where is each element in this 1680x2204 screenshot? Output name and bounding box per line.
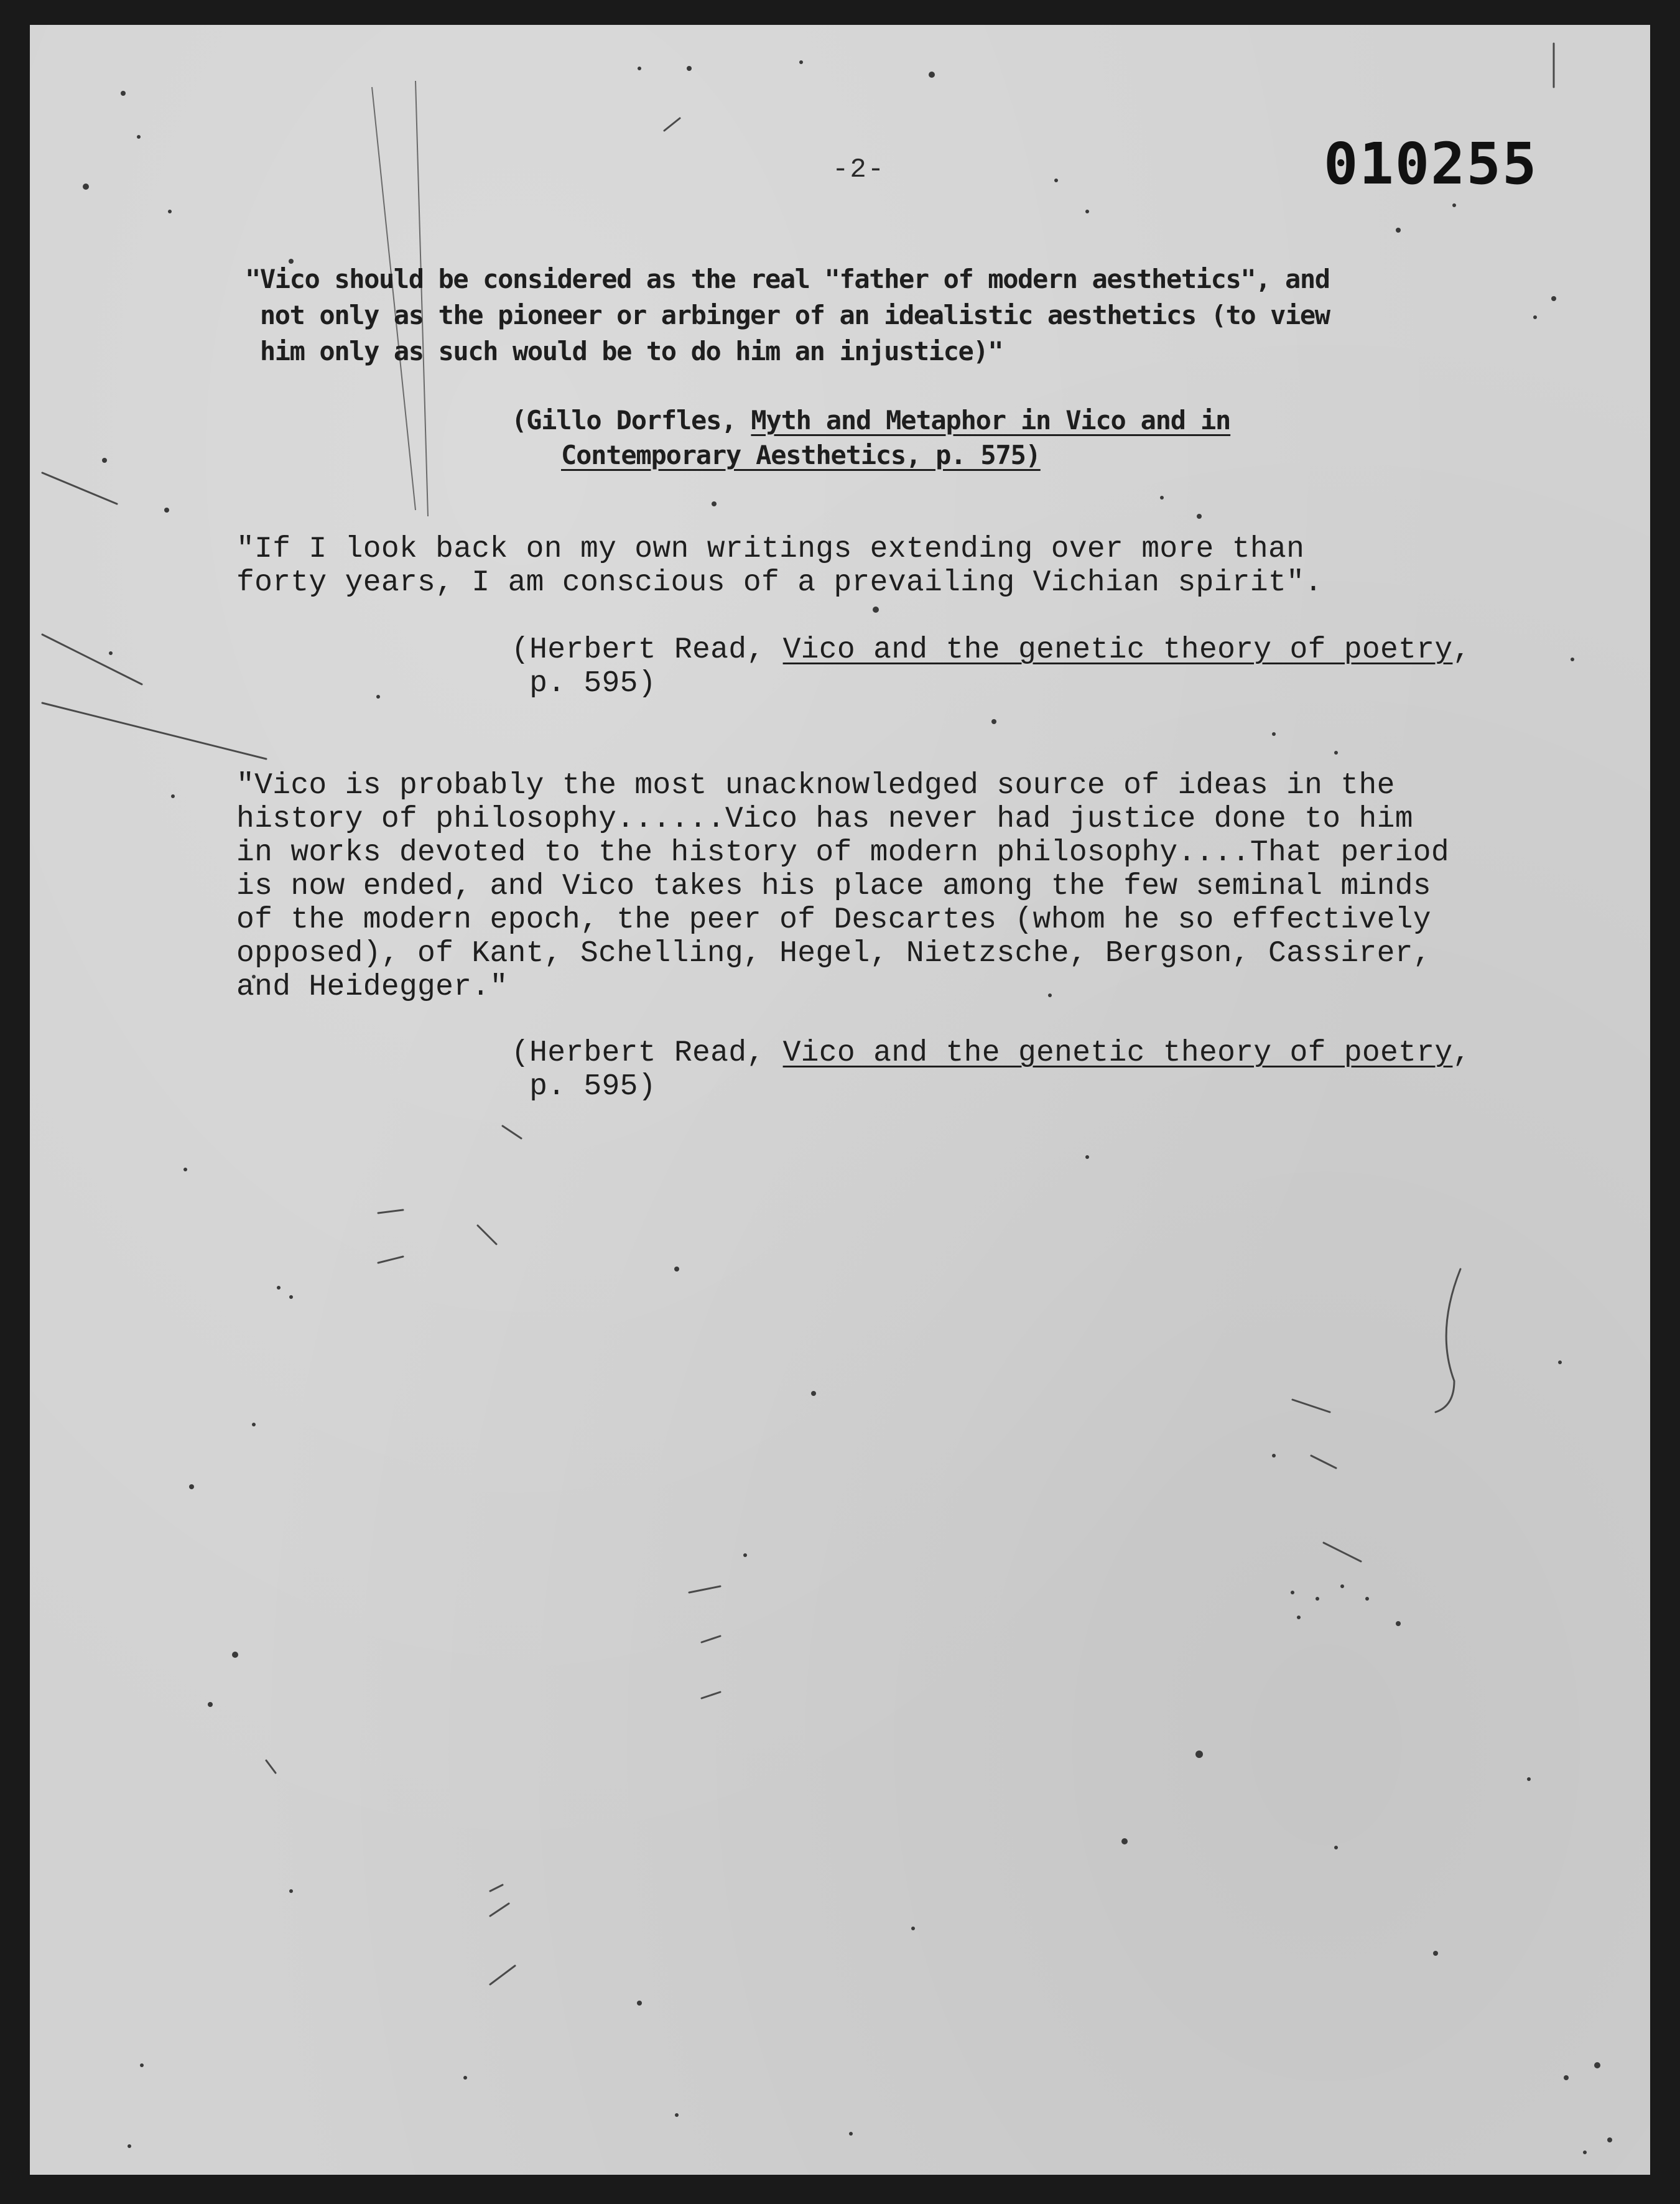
quote-line: is now ended, and Vico takes his place among the few seminal minds: [236, 870, 1431, 903]
citation-author: (Herbert Read,: [511, 1036, 783, 1070]
quote-dorfles: [245, 261, 1330, 370]
document-id-stamp: 010255: [1324, 131, 1538, 197]
quote-line: in works devoted to the history of modern philosophy....That period: [236, 836, 1450, 870]
citation-title: Vico and the genetic theory of poetry: [782, 1036, 1453, 1070]
citation-author: (Gillo Dorfles,: [511, 405, 751, 435]
citation-title-cont: Contemporary Aesthetics: [561, 440, 906, 470]
page-number: -2-: [832, 154, 886, 185]
quote-line: him only as such would be to do him an injustice)": [245, 336, 1003, 366]
citation-title: Vico and the genetic theory of poetry: [782, 633, 1453, 667]
citation-page: p. 595): [529, 667, 656, 700]
citation-read-2: [511, 1036, 1471, 1104]
citation-dorfles: [511, 403, 1230, 473]
quote-line: forty years, I am conscious of a prevailing Vichian spirit".: [236, 566, 1323, 600]
citation-page: , p. 575): [905, 440, 1041, 470]
quote-read-1: [236, 532, 1322, 600]
quote-line: "If I look back on my own writings extending over more than: [236, 532, 1305, 566]
citation-page: p. 595): [529, 1070, 656, 1104]
citation-read-1: [511, 633, 1471, 700]
quote-read-2: [236, 769, 1449, 1004]
citation-title: Myth and Metaphor in Vico and in: [751, 405, 1231, 435]
quote-line: not only as the pioneer or arbinger of an idealistic aesthetics (to view: [245, 300, 1330, 330]
quote-line: history of philosophy......Vico has never had justice done to him: [236, 802, 1413, 836]
quote-line: "Vico should be considered as the real "father of modern aesthetics", and: [245, 264, 1330, 294]
quote-line: of the modern epoch, the peer of Descartes (whom he so effectively: [236, 903, 1431, 937]
citation-comma: ,: [1452, 1036, 1471, 1070]
quote-line: "Vico is probably the most unacknowledged source of ideas in the: [236, 769, 1395, 802]
quote-line: opposed), of Kant, Schelling, Hegel, Nietzsche, Bergson, Cassirer,: [236, 937, 1431, 970]
citation-author: (Herbert Read,: [511, 633, 783, 667]
quote-line: and Heidegger.": [236, 970, 508, 1004]
citation-comma: ,: [1452, 633, 1471, 667]
document-page: [30, 25, 1650, 2175]
